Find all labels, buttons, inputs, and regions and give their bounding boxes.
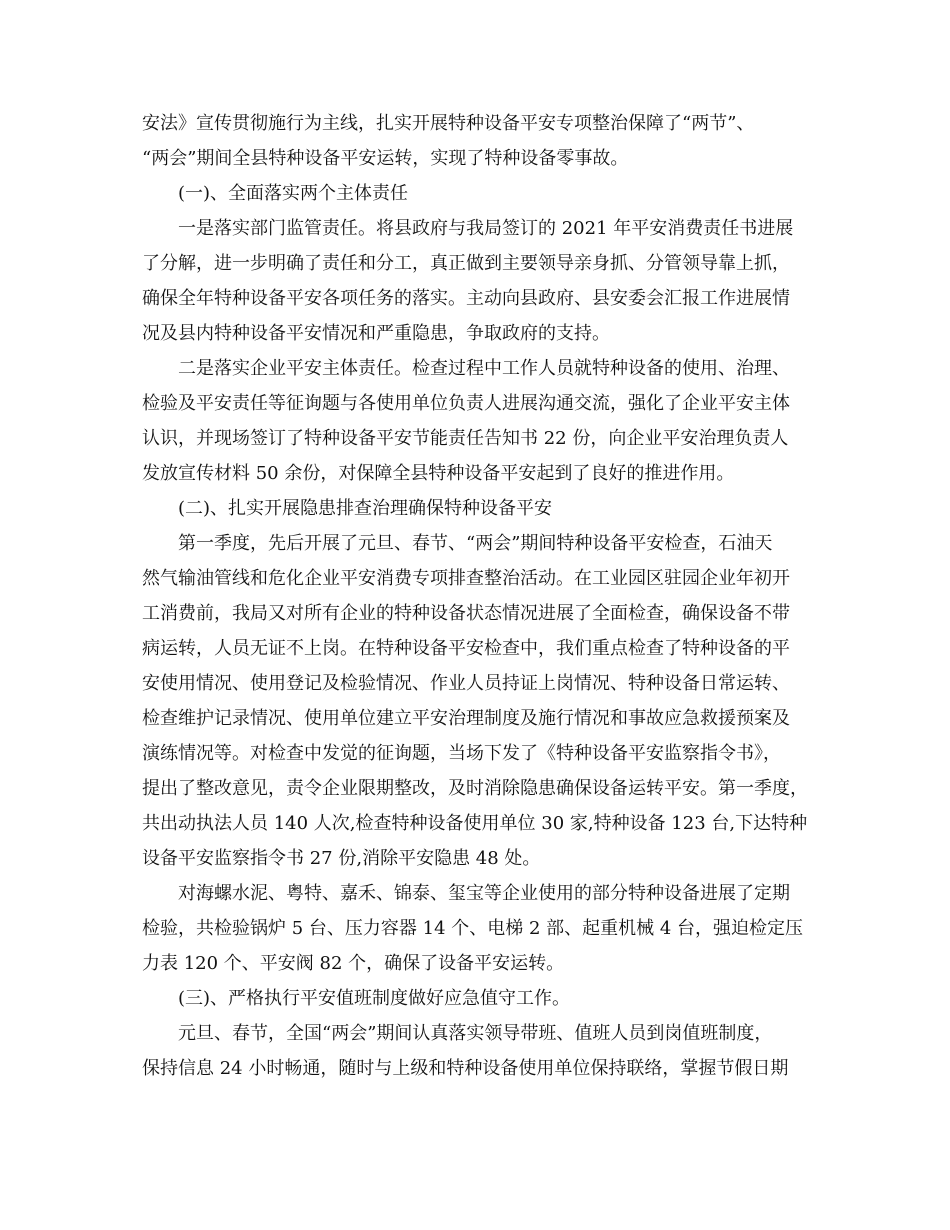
paragraph-line: 二是落实企业平安主体责任。检查过程中工作人员就特种设备的使用、治理、 bbox=[178, 358, 790, 379]
paragraph-line: 况及县内特种设备平安情况和严重隐患，争取政府的支持。 bbox=[142, 323, 610, 344]
paragraph-line: 一是落实部门监管责任。将县政府与我局签订的 2021 年平安消费责任书进展 bbox=[178, 218, 794, 239]
paragraph-line: 然气输油管线和危化企业平安消费专项排查整治活动。在工业园区驻园企业年初开 bbox=[142, 568, 790, 589]
paragraph-line: 力表 120 个、平安阀 82 个，确保了设备平安运转。 bbox=[142, 953, 565, 974]
paragraph-line: 检查维护记录情况、使用单位建立平安治理制度及施行情况和事故应急救援预案及 bbox=[142, 708, 790, 729]
section-heading: (三)、严格执行平安值班制度做好应急值守工作。 bbox=[178, 988, 571, 1009]
section-heading: (二)、扎实开展隐患排查治理确保特种设备平安 bbox=[178, 498, 553, 519]
paragraph-line: 病运转，人员无证不上岗。在特种设备平安检查中，我们重点检查了特种设备的平 bbox=[142, 638, 790, 659]
paragraph-line: 安法》宣传贯彻施行为主线，扎实开展特种设备平安专项整治保障了“两节”、 bbox=[142, 113, 755, 134]
paragraph-line: 确保全年特种设备平安各项任务的落实。主动向县政府、县安委会汇报工作进展情 bbox=[142, 288, 790, 309]
paragraph-line: 设备平安监察指令书 27 份,消除平安隐患 48 处。 bbox=[142, 848, 541, 869]
paragraph-line: 元旦、春节，全国“两会”期间认真落实领导带班、值班人员到岗值班制度， bbox=[178, 1023, 773, 1044]
paragraph-line: 演练情况等。对检查中发觉的征询题，当场下发了《特种设备平安监察指令书》， bbox=[142, 743, 781, 764]
paragraph-line: 提出了整改意见，责令企业限期整改，及时消除隐患确保设备运转平安。第一季度， bbox=[142, 778, 808, 799]
paragraph-line: 工消费前，我局又对所有企业的特种设备状态情况进展了全面检查，确保设备不带 bbox=[142, 603, 790, 624]
paragraph-line: 检验及平安责任等征询题与各使用单位负责人进展沟通交流，强化了企业平安主体 bbox=[142, 393, 790, 414]
paragraph-line: 发放宣传材料 50 余份，对保障全县特种设备平安起到了良好的推进作用。 bbox=[142, 463, 735, 484]
paragraph-line: 了分解，进一步明确了责任和分工，真正做到主要领导亲身抓、分管领导靠上抓， bbox=[142, 253, 790, 274]
paragraph-line: 检验，共检验锅炉 5 台、压力容器 14 个、电梯 2 部、起重机械 4 台，强迫检定压 bbox=[142, 918, 804, 939]
paragraph-line: 安使用情况、使用登记及检验情况、作业人员持证上岗情况、特种设备日常运转、 bbox=[142, 673, 790, 694]
section-heading: (一)、全面落实两个主体责任 bbox=[178, 183, 409, 204]
document-body bbox=[142, 106, 810, 1086]
paragraph-line: 对海螺水泥、粤特、嘉禾、锦泰、玺宝等企业使用的部分特种设备进展了定期 bbox=[178, 883, 790, 904]
paragraph-line: 第一季度，先后开展了元旦、春节、“两会”期间特种设备平安检查，石油天 bbox=[178, 533, 773, 554]
paragraph-line: 保持信息 24 小时畅通，随时与上级和特种设备使用单位保持联络，掌握节假日期 bbox=[142, 1058, 789, 1079]
paragraph-line: 共出动执法人员 140 人次,检查特种设备使用单位 30 家,特种设备 123 台,下达特种 bbox=[142, 813, 808, 834]
paragraph-line: “两会”期间全县特种设备平安运转，实现了特种设备零事故。 bbox=[142, 148, 629, 169]
paragraph-line: 认识，并现场签订了特种设备平安节能责任告知书 22 份，向企业平安治理负责人 bbox=[142, 428, 789, 449]
